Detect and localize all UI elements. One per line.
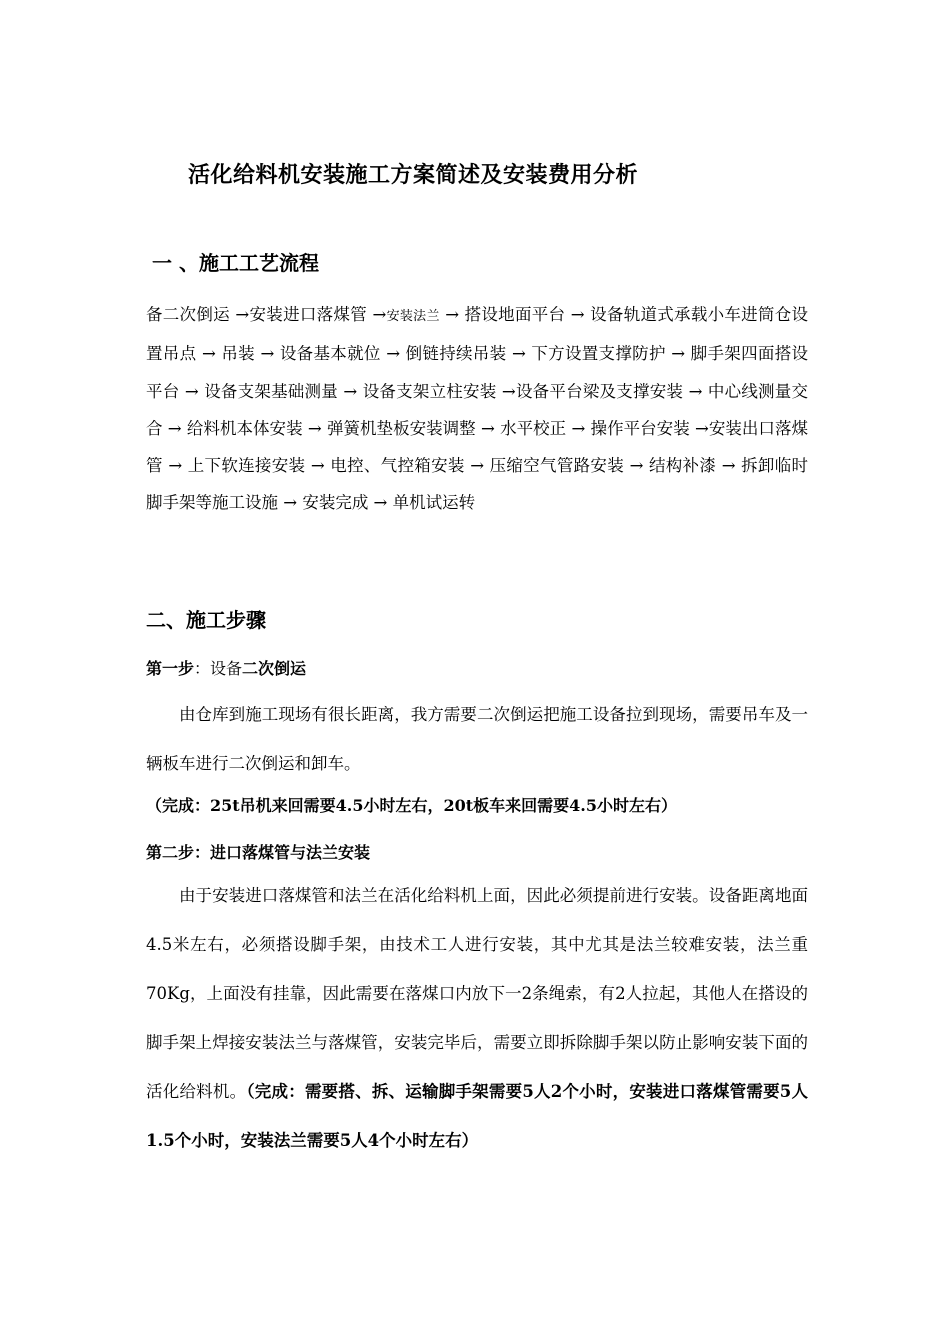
document-title: 活化给料机安装施工方案简述及安装费用分析: [188, 162, 639, 188]
step1-label-colon: ：设备: [194, 659, 243, 678]
step2-completion-note: （完成：需要搭、拆、运输脚手架需要5人2个小时，安装进口落煤管需要5人1.5个小时，安装法兰需要5人4个小时左右）: [146, 1082, 808, 1150]
process-flow-small-text: 安装法兰: [386, 309, 440, 324]
step1-label-prefix: 第一步: [146, 659, 195, 678]
process-flow-text: [146, 296, 808, 522]
step2-label: [146, 840, 370, 863]
process-flow-part-b: → 搭设地面平台 → 设备轨道式承载小车进筒仓设置吊点 → 吊装 → 设备基本就位 → 倒链持续吊装 → 下方设置支撑防护 → 脚手架四面搭设平台 → 设备支架基础测量 → 设备支架立柱安装 →设备平台梁及支撑安装 → 中心线测量交合 → 给料机本体安装 → 弹簧机垫板安装调整 → 水平校正 → 操作平台安装 →安装出口落煤管 → 上下软连接安装 → 电控、气控箱安装 → 压缩空气管路安装 → 结构补漆 → 拆卸临时脚手架等施工设施 → 安装完成 → 单机试运转: [146, 305, 808, 513]
step2-body-text: 由于安装进口落煤管和法兰在活化给料机上面，因此必须提前进行安装。设备距离地面4.5米左右，必须搭设脚手架，由技术工人进行安装，其中尤其是法兰较难安装，法兰重70Kg，上面没有挂靠，因此需要在落煤口内放下一2条绳索，有2人拉起，其他人在搭设的脚手架上焊接安装法兰与落煤管，安装完毕后，需要立即拆除脚手架以防止影响安装下面的活化给料机。: [146, 886, 808, 1101]
step1-label: [146, 656, 306, 679]
step1-label-bold: 二次倒运: [242, 659, 307, 678]
step2-label-text: 第二步：进口落煤管与法兰安装: [146, 843, 371, 862]
step1-completion-note: （完成：25t吊机来回需要4.5小时左右，20t板车来回需要4.5小时左右）: [146, 796, 677, 815]
step1-body: 由仓库到施工现场有很长距离，我方需要二次倒运把施工设备拉到现场，需要吊车及一辆板车进行二次倒运和卸车。: [146, 705, 808, 773]
process-flow-part-a: 备二次倒运 →安装进口落煤管 →: [146, 305, 387, 324]
section-heading-steps: 二、施工步骤: [146, 608, 266, 632]
section-heading-process-flow: 一 、施工工艺流程: [152, 251, 319, 275]
step2-body: [146, 871, 808, 1165]
